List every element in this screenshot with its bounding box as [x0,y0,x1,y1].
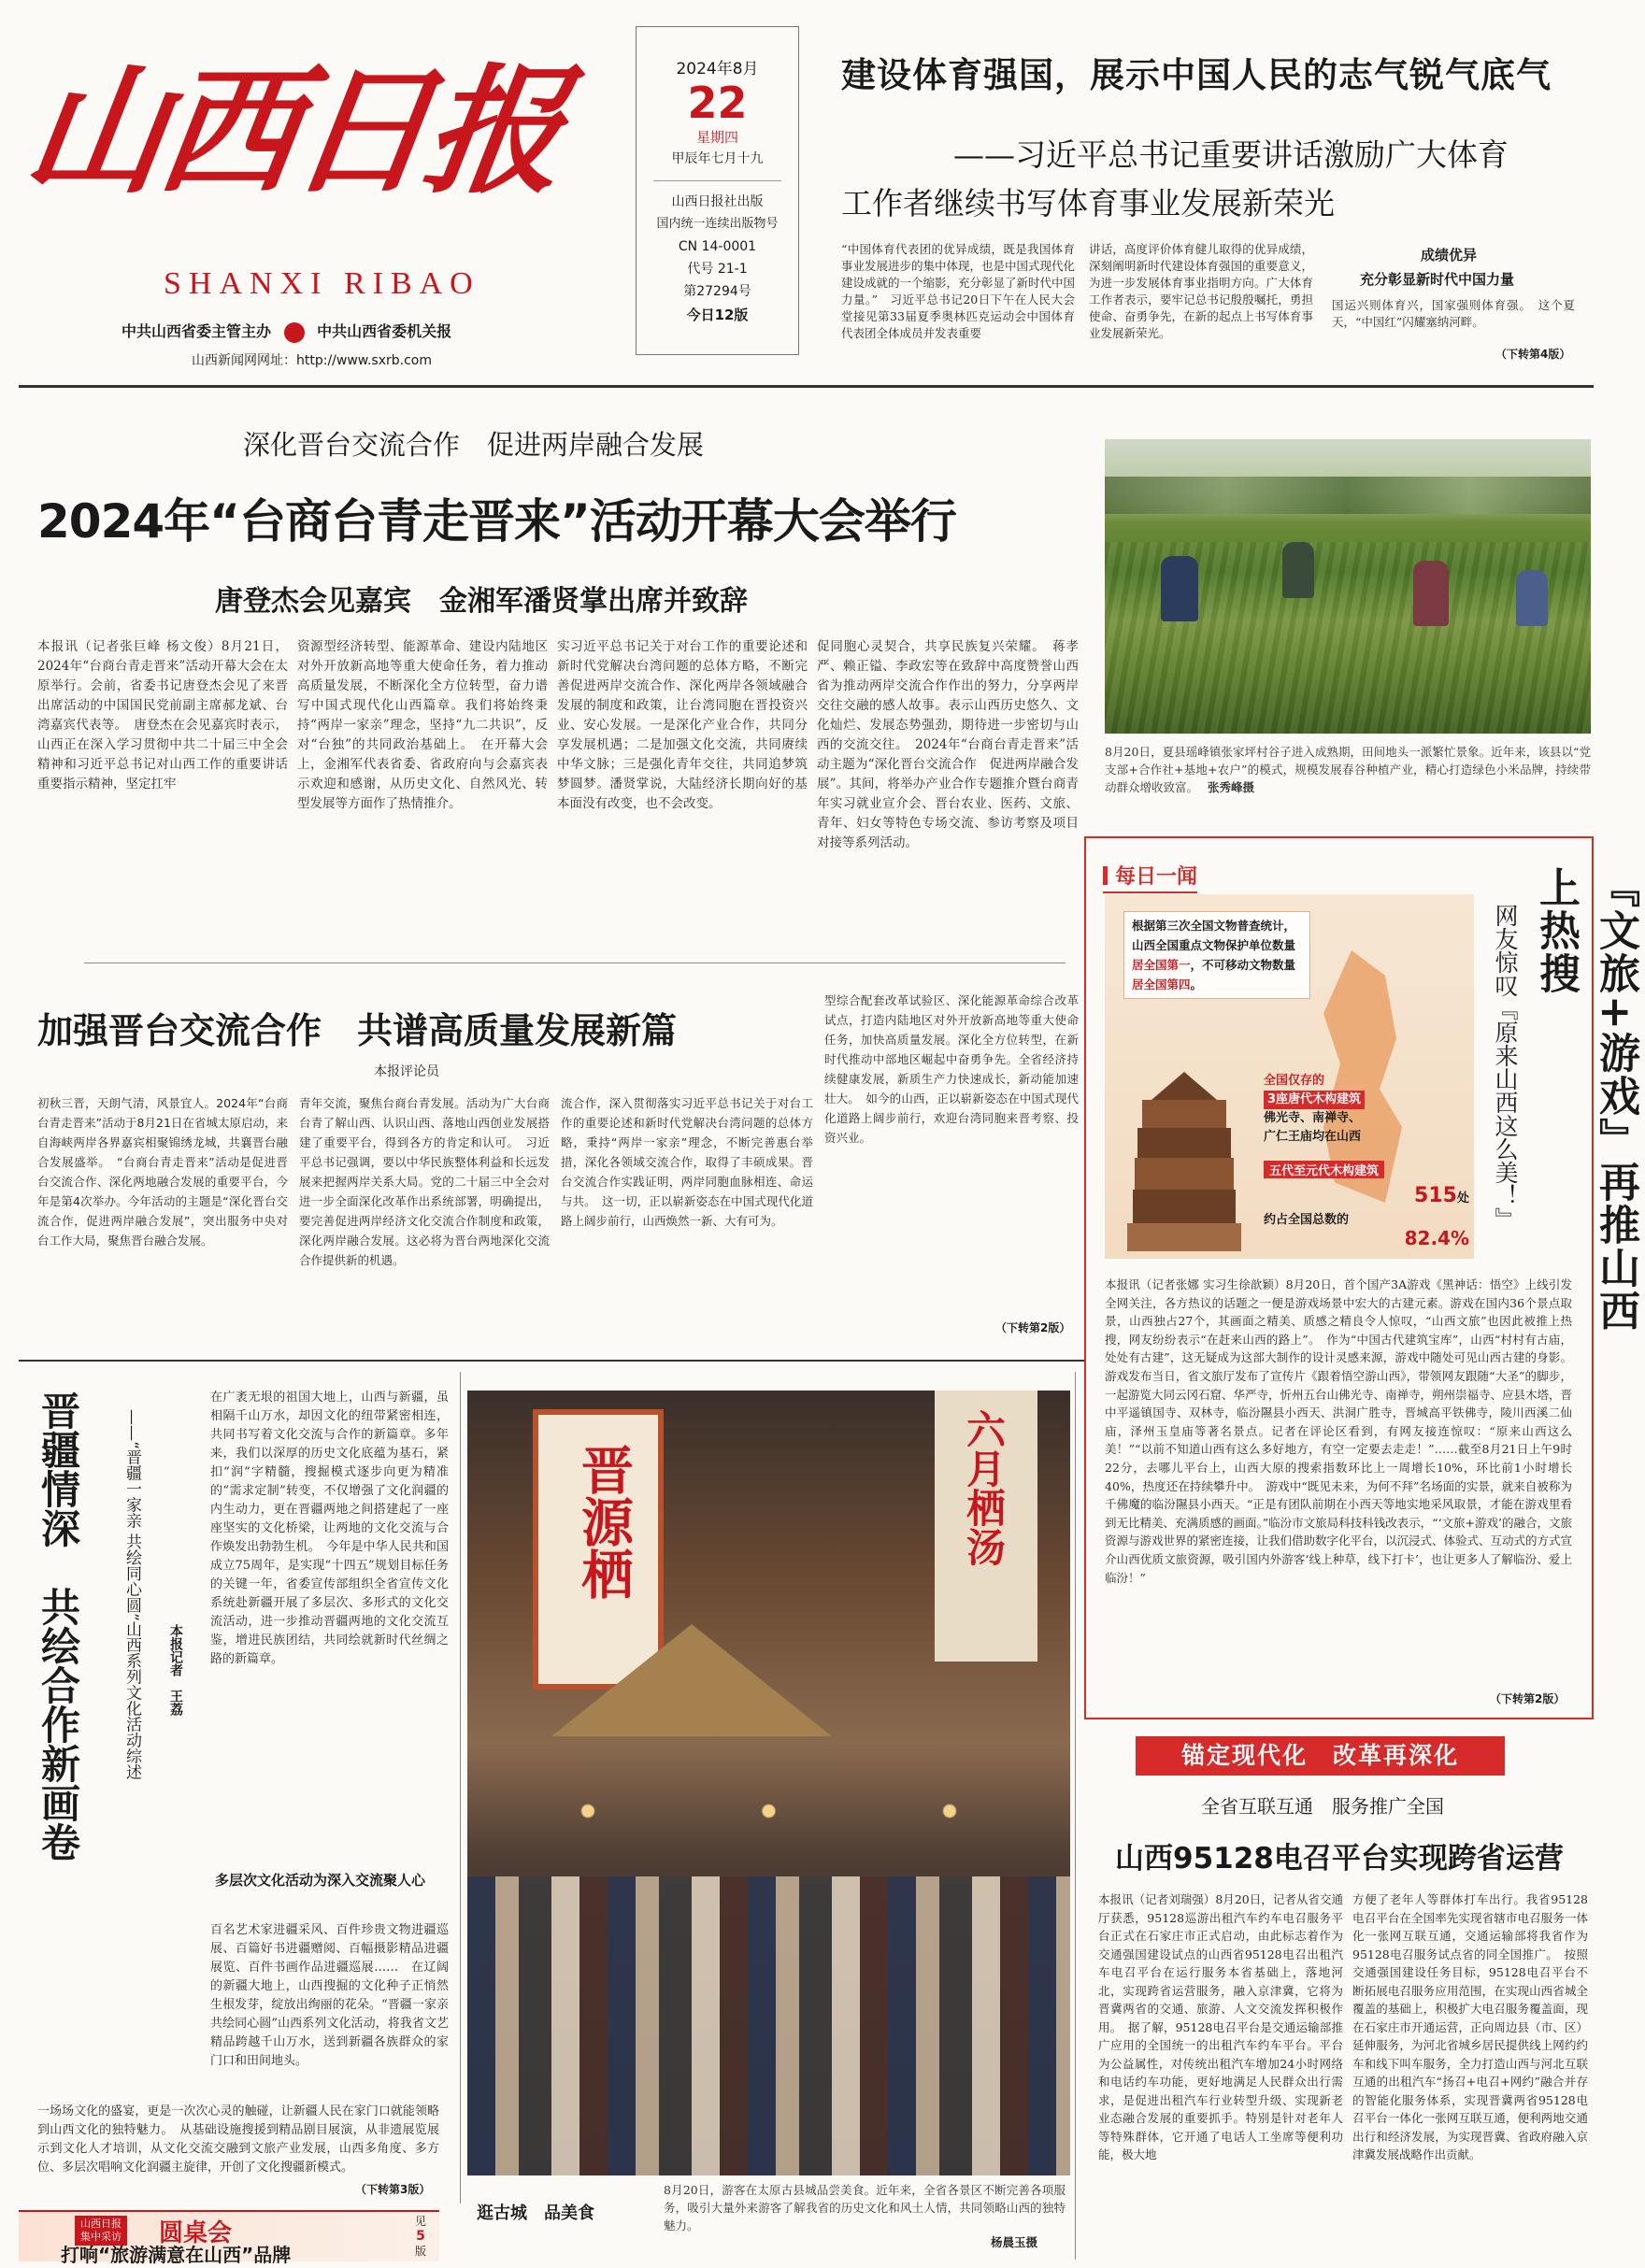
photo-old-town-credit: 杨晨玉摄 [991,2235,1038,2249]
photo-old-town-crowd [467,1876,1070,2175]
issue-code: 代号 21-1 [687,262,748,277]
photo-farmer [1282,542,1314,598]
top-story-col-1: “中国体育代表团的优异成绩，既是我国体育事业发展进步的集中体现，也是中国式现代化建设成就的一个缩影，充分彰显了新时代中国力量。” 习近平总书记20日下午在人民大会堂接见第33届夏季奥林匹克运动会中国体育代表团全体成员并发表重要 [841,242,1076,340]
daily-news-tag-text: 每日一闻 [1115,865,1198,889]
info-stat-2-title: 全国仅存的 [1264,1074,1325,1088]
sponsor-2: 中共山西省委机关报 [317,322,452,340]
info-stat-1 [1123,911,1310,999]
commentary-col-1: 初秋三晋，天朗气清，风景宜人。2024年“台商台青走晋来”活动于8月21日在省城太原启动，来自海峡两岸各界嘉宾相聚锦绣龙城，共襄晋台融合发展盛举。 “台商台青走晋来”活动是促进晋台交流合作、深化两地融合发展的重要平台，今年是第4次举办。今年活动的主题是“深化晋台交流合作，促进两岸融合发展”，突出服务中央对台工作大局，聚焦晋台融合发展。 [37,1096,288,1248]
column-ad[interactable] [19,2210,439,2266]
hotline-kicker: 全省互联互通 服务推广全国 [1201,1795,1444,1818]
top-story-subhead-1: ——习近平总书记重要讲话激励广大体育 [953,136,1509,173]
top-story-subtitle: 成绩优异 [1421,247,1478,264]
feature-subhead: 多层次文化活动为深入交流聚人心 [215,1872,426,1889]
column-ad-headline: 打响“旅游满意在山西”品牌 [61,2244,292,2266]
info-stat-1-text: 根据第三次全国文物普查统计，山西全国重点文物保护单位数量 [1132,919,1296,952]
hotline-col-1: 本报讯（记者刘瑞强）8月20日，记者从省交通厅获悉，95128巡游出租汽车约车电召服务平台正式在石家庄市正式启动，由此标志着作为交通强国建设试点的山西省95128电召出租汽车电召平台在运行服务本省基础上，落地河北，实现跨省运营服务，融入京津冀，它将为晋冀两省的交通、旅游、人文交流发挥积极作用。 据了解，95128电召平台是交通运输部推广应用的全国统一的出租汽车约车平台。平台为公益属性，对传统出租汽车增加24小时网络和电话约车功能，更好地满足人民群众出行需求，是促进出租汽车行业转型升级、实现新老业态融合发展的重要抓手。特别是针对老年人等特殊群体，它开通了电话人工坐席等便利功能，极大地 [1098,1892,1343,2161]
feature-headline[interactable]: 晋疆情深 共绘合作新画卷 [36,1391,81,1861]
daily-news-headline[interactable]: 『文旅+游戏』再推山西上热搜 [1532,866,1639,1333]
column-ad-badge-1: 山西日报 [80,2218,122,2230]
column-ad-badge-2: 集中采访 [80,2231,122,2243]
lead-kicker: 深化晋台交流合作 促进两岸融合发展 [243,429,705,461]
top-story-col-3: 国运兴则体育兴，国家强则体育强。 这个夏天，“中国红”闪耀塞纳河畔。 [1332,298,1575,329]
column-ad-page-ref [411,2214,430,2259]
photo-old-town-label: 逛古城 品美食 [477,2204,594,2223]
issue-cn-label: 国内统一连续出版物号 [656,217,779,231]
party-emblem-icon [284,322,305,343]
photo-old-town [467,1391,1070,2175]
top-story-subhead-2: 工作者继续书写体育事业发展新荣光 [841,185,1335,221]
top-story-col-2: 讲话，高度评价体育健儿取得的优异成绩，深刻阐明新时代建设体育强国的重要意义，为进一步发展体育事业指明方向。广大体育工作者表示，要牢记总书记殷殷嘱托，勇担使命、奋勇争先，在新的起点上书写体育事业发展新荣光。 [1089,242,1313,340]
hotline-headline[interactable]: 山西95128电召平台实现跨省运营 [1115,1842,1564,1876]
top-story-subtitle-2: 充分彰显新时代中国力量 [1360,271,1515,288]
issue-box [636,26,799,355]
pagoda-illustration [1133,1072,1236,1259]
issue-lunar: 甲辰年七月十九 [671,151,764,166]
photo-farmer [1413,561,1449,626]
info-stat-3-unit: 处 [1456,1191,1469,1205]
info-stat-1-text-2: ，不可移动文物数量 [1190,958,1296,972]
commentary-headline[interactable]: 加强晋台交流合作 共谱高质量发展新篇 [37,1009,678,1051]
feature-byline: 本报记者 王荔 [168,1624,183,1716]
daily-news-tag [1103,861,1197,893]
top-story-jump[interactable]: （下转第4版） [1495,348,1571,361]
lead-subhead: 唐登杰会见嘉宾 金湘军潘贤掌出席并致辞 [215,585,748,618]
info-stat-1-end: 。 [1190,977,1203,991]
photo-millet-caption [1105,743,1591,803]
feature-col-2: 百名艺术家进疆采风、百件珍贵文物进疆巡展、百篇好书进疆赠阅、百幅摄影精品进疆展览、百件书画作品进疆巡展…… 在辽阔的新疆大地上，山西搜掘的文化种子正悄然生根发芽，绽放出绚丽的花朵。“晋疆一家亲 共绘同心圆”山西系列文化活动，将我省文艺精品跨越千山万水，送到新疆各族群众的家门口和田间地头。 [210,1923,449,2068]
info-stat-2-highlight: 3座唐代木构建筑 [1264,1091,1365,1109]
photo-old-town-sign-right-text: 六月栖汤 [961,1409,1007,1566]
issue-weekday: 星期四 [695,129,738,146]
photo-old-town-sign-left-text: 晋源栖 [573,1443,635,1600]
feature-col-bottom: 一场场文化的盛宴，更是一次次心灵的触碰，让新疆人民在家门口就能领略到山西文化的独特魅力。 从基础设施搜援到精品剧目展演，从非遗展览展示到文化人才培训，从文化交流交融到文旅产业发展，山西多角度、多方位、多层次唱响文化润疆主旋律，开创了文化搜疆新模式。 [37,2104,439,2175]
infographic [1105,894,1474,1259]
lead-col-4: 促同胞心灵契合，共享民族复兴荣耀。 蒋孝严、赖正镒、李政宏等在致辞中高度赞誉山西省为推动两岸交流合作作出的努力，分享两岸交往交融的感人故事。表示山西历史悠久、文化灿烂、发展态势强劲，期待进一步密切与山西的交流交往。 2024年“台商台青走晋来”活动主题为“深化晋台交流合作 促进两岸融合发展”。其间，将举办产业合作专题推介暨台商青年实习就业宣介会、晋台农业、医药、文旅、青年、妇女等特色专场交流、参访考察及项目对接等系列活动。 [817,639,1079,850]
feature-story [19,1372,458,2101]
issue-serial: 第27294号 [683,284,751,299]
commentary-jump[interactable]: （下转第2版） [995,1321,1071,1334]
top-story [822,28,1589,364]
photo-millet-caption-text: 8月20日，夏县瑶峰镇张家坪村谷子进入成熟期，田间地头一派繁忙景象。近年来，该县以“党支部+合作社+基地+农户”的模式，规模发展春谷种植产业，精心打造绿色小米品牌，持续带动群众增收致富。 [1105,745,1591,794]
info-stat-2-names-2: 广仁王庙均在山西 [1264,1130,1362,1144]
feature-jump[interactable]: （下转第3版） [355,2183,431,2196]
issue-cn-number: CN 14-0001 [678,239,757,254]
top-story-headline[interactable]: 建设体育强国，展示中国人民的志气锐气底气 [841,55,1552,95]
reform-banner-text: 锚定现代化 改革再深化 [1180,1742,1459,1769]
photo-old-town-sign-right [935,1391,1037,1662]
issue-publisher: 山西日报社出版 [671,194,764,209]
daily-news-jump[interactable]: （下转第2版） [1490,1692,1566,1705]
info-stat-1-highlight-1: 居全国第一 [1132,958,1191,972]
info-stat-3-count: 515 [1414,1184,1457,1207]
lead-col-3: 实习近平总书记关于对台工作的重要论述和新时代党解决台湾问题的总体方略，不断完善促进两岸交流合作、深化两岸各领域融合发展的制度和政策，让台湾同胞在晋投资兴业、安心发展。一是深化产业合作，共同分享发展机遇；二是加强文化交流，共同赓续中华文脉；三是强化青年交往，共同追梦筑梦圆梦。潘贤掌说，大陆经济长期向好的基本面没有改变，也不会改变。 [557,639,808,811]
issue-pages: 今日12版 [686,307,749,323]
info-stat-3-share-label: 约占全国总数的 [1264,1213,1350,1227]
daily-news-tag-bar [1103,866,1108,885]
masthead-pinyin: SHANXI RIBAO [164,266,480,301]
hotline-col-2: 方便了老年人等群体打车出行。我省95128电召平台在全国率先实现省辖市电召服务一体化一张网互联互通，交通运输部将我省作为95128电召服务试点省的同全国推广。 按照交通强国建设任务目标，95128电召平台不断拓展电召服务应用范围，在实现山西省城全覆盖的基础上，积极扩大电召服务覆盖面，现在石家庄市开通运营，正向周边县（市、区）延伸服务，为河北省城乡居民提供线上网约约车和线下叫车服务，全力打造山西与河北互联互通的出租汽车“扬召+电召+网约”融合并存的智能化服务体系，实现晋冀两省95128电召平台一体化一张网互联互通，便利两地交通出行和经济发展，为实现晋冀、省政府融入京津冀发展战略作出贡献。 [1352,1892,1588,2161]
photo-old-town-caption-box [467,2179,1070,2252]
info-stat-2-names-1: 佛光寺、南禅寺、 [1264,1111,1362,1125]
info-stat-3-share: 82.4% [1404,1227,1469,1249]
photo-trees [1105,477,1591,514]
sponsor-1: 中共山西省委主管主办 [122,322,272,340]
lead-story [19,400,1089,961]
masthead-rule [19,385,1594,388]
feature-col-1: 在广袤无垠的祖国大地上，山西与新疆，虽相隔千山万水，却因文化的纽带紧密相连，共同书写着文化交流与合作的新篇章。多年来，我们以深厚的历史文化底蕴为基石，紧扣“润”字精髓，搜掘模式逐步向更为精准的“需求定制”转变，不仅增强了文化润疆的内生动力，更在晋疆两地之间搭建起了一座座坚实的文化桥梁，让两地的文化交流与合作焕发出勃勃生机。 今年是中华人民共和国成立75周年，是实现“十四五”规划目标任务的关键一年，省委宣传部组织全省宣传文化系统赴新疆开展了多层次、多形式的文化交流活动，进一步推动晋疆两地的文化交流互鉴，增进民族团结，共同绘就新时代丝绸之路的新篇章。 [210,1391,449,1666]
rule-vertical-left [460,1372,461,2204]
info-stat-3-title: 五代至元代木构建筑 [1264,1161,1384,1178]
rule-commentary-bottom [19,1360,1084,1362]
website[interactable]: 山西新闻网网址：http://www.sxrb.com [192,353,432,368]
daily-news-subhead: 网友惊叹『原来山西这么美！』 [1492,904,1519,1231]
commentary-col-3: 流合作，深入贯彻落实习近平总书记关于对台工作的重要论述和新时代党解决台湾问题的总体方略，秉持“两岸一家亲”理念，不断完善惠台举措，深化各领域交流合作，取得了丰硕成果。晋台交流合作实践证明，两岸同胞血脉相连、命运与共。 这一切，正以崭新姿态在中国式现代化道路上阔步前行，山西焕然一新、大有可为。 [561,1096,813,1228]
column-ad-unit: 版 [414,2245,426,2258]
feature-subtitle: ——“晋疆一家亲 共绘同心圆”山西系列文化活动综述 [122,1409,141,1780]
photo-old-town-sign-left [533,1409,664,1690]
lead-col-1: 本报讯（记者张巨峰 杨文俊）8月21日，2024年“台商台青走晋来”活动开幕大会在太原举行。会前，省委书记唐登杰会见了来晋出席活动的中国国民党前副主席郝龙斌、台湾嘉宾代表等。 唐登杰在会见嘉宾时表示，山西正在深入学习贯彻中共二十届三中全会精神和习近平总书记对山西工作的重要讲话重要指示精神，坚定扛牢 [37,639,288,792]
info-stat-3 [1264,1161,1469,1249]
photo-millet-fields [1105,439,1591,734]
rule-vertical-right [1075,1372,1076,2260]
photo-farmer [1516,570,1548,626]
column-ad-page: 5 [416,2229,425,2244]
reform-banner [1136,1736,1505,1776]
sponsor-line [122,320,451,343]
commentary-byline: 本报评论员 [374,1064,439,1079]
photo-millet-credit: 张秀峰摄 [1208,780,1255,794]
photo-old-town-lights [467,1783,1070,1839]
photo-old-town-caption [664,2181,1066,2237]
photo-old-town-caption-text: 8月20日，游客在太原古县城品尝美食。近年来，全省各景区不断完善各项服务，吸引大量外来游客了解我省的历史文化和风土人情，共同领略山西的独特魅力。 [664,2183,1066,2232]
issue-day: 22 [687,78,748,128]
masthead [16,19,636,383]
daily-news-box [1084,836,1639,1719]
commentary-col-4: 型综合配套改革试验区、深化能源革命综合改革试点，打造内陆地区对外开放新高地等重大使命任务，加快高质量发展。深化全方位转型，在新时代推动中部地区崛起中奋勇争先。全省经济持续健康发展，新质生产力快速成长，新动能加速壮大。 如今的山西，正以崭新姿态在中国式现代化道路上阔步前行，欢迎台湾同胞来晋考察、投资兴业。 [824,993,1079,1145]
daily-news-body: 本报讯（记者张娜 实习生徐歆颖）8月20日，首个国产3A游戏《黑神话：悟空》上线引发全网关注，各方热议的话题之一便是游戏场景中宏大的古建元素。游戏在国内36个景点取景，山西独占27个，其画面之精美、质感之精良令人惊叹，“山西文旅”也因此被推上热搜，网友纷纷表示“在赶来山西的路上”。 作为“中国古代建筑宝库”，山西“村村有古庙，处处有古建”，这无疑成为这部大制作的设计灵感来源，游戏中随处可见山西古建的身影。游戏发布当日，省文旅厅发布了宣传片《跟着悟空游山西》，带领网友跟随“大圣”的脚步，一起游览大同云冈石窟、华严寺，忻州五台山佛光寺、南禅寺，朔州崇福寺、应县木塔，晋中平遥镇国寺、双林寺，临汾隰县小西天、洪洞广胜寺，晋城高平铁佛寺，陵川西溪二仙庙，泽州玉皇庙等著名景点。记者在评论区看到，有网友接连惊叹：“原来山西这么美！”“以前不知道山西有这么多好地方，有空一定要去走走！”……截至8月21日上午9时22分，去哪儿平台上，山西大原的搜索指数环比上一周增长10%，环比前1小时增长40%，热度还在持续攀升中。 游戏中“既见未来，为何不拜”名场面的实景，就来自被称为千佛魔的临汾隰县小西天。“正是有团队前期在小西天等地实地采风取景，才能在游戏里看到无比精美、充满质感的画面。”临汾市文旅局科技科钱改表示，“‘文旅+游戏’的融合，文旅资源与游戏世界的紧密连接，让我们借助数字化平台，以沉浸式、体验式、互动式的方式宣介山西优质文旅资源，吸引国内外游客‘线上种草，线下打卡’，也让更多人了解临汾、爱上临汾！” [1105,1277,1573,1585]
masthead-logo: 山西日报 [16,50,571,212]
issue-year-month: 2024年8月 [676,60,759,78]
lead-headline[interactable]: 2024年“台商台青走晋来”活动开幕大会举行 [37,494,956,549]
info-stat-1-highlight-2: 居全国第四 [1132,977,1191,991]
lead-col-2: 资源型经济转型、能源革命、建设内陆地区对外开放新高地等重大使命任务，着力推动高质量发展，不断深化全方位转型，奋力谱写中国式现代化山西篇章。我们将始终秉持“两岸一家亲”理念，坚持“九二共识”，反对“台独”的共同政治基础上。 在开幕大会上，金湘军代表省委、省政府向与会嘉宾表示欢迎和感谢，从历史文化、自然风光、转型发展等方面作了热情推介。 [297,639,548,811]
info-stat-2 [1264,1072,1469,1147]
photo-farmer [1161,556,1198,621]
column-ad-name: 圆桌会 [159,2219,233,2247]
column-ad-see: 见 [414,2215,426,2228]
hotline-story [1089,1780,1594,2261]
commentary [19,972,1084,1364]
commentary-col-2: 青年交流，聚焦台商台青发展。活动为广大台商台青了解山西、认识山西、落地山西创业发展搭建了重要平台，得到各方的肯定和认可。 习近平总书记强调，要以中华民族整体利益和长远发展来把握两岸关系大局。党的二十届三中全会对进一步全面深化改革作出系统部署，明确提出，要完善促进两岸经济文化交流合作制度和政策，深化两岸融合发展。这必将为晋台两地深化交流合作提供新的机遇。 [299,1096,550,1267]
